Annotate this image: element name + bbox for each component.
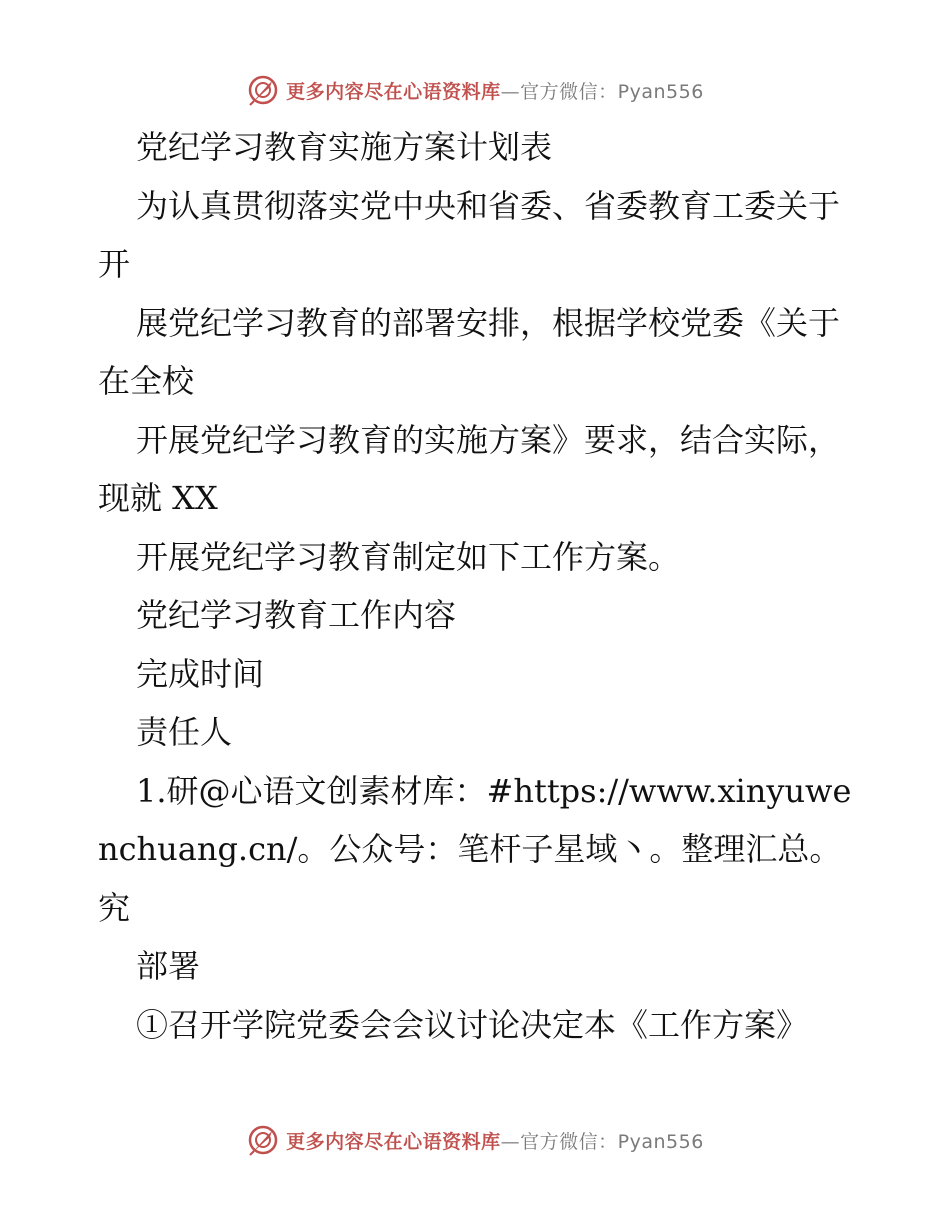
paragraph: ①召开学院党委会会议讨论决定本《工作方案》	[136, 1005, 809, 1044]
banner-text: 更多内容尽在心语资料库—官方微信：Pyan556	[286, 80, 704, 103]
paragraph: 开展党纪学习教育的实施方案》要求，结合实际，现就 XX	[98, 420, 841, 517]
document-title: 党纪学习教育实施方案计划表	[136, 128, 553, 166]
pen-logo-icon	[246, 1123, 280, 1157]
document-body	[98, 118, 858, 1054]
paragraph: 为认真贯彻落实党中央和省委、省委教育工委关于开	[98, 186, 841, 283]
column-label: 责任人	[136, 713, 233, 751]
paragraph: 展党纪学习教育的部署安排，根据学校党委《关于在全校	[98, 303, 841, 400]
pen-logo-icon	[246, 73, 280, 107]
banner-text: 更多内容尽在心语资料库—官方微信：Pyan556	[286, 1130, 704, 1153]
header-watermark-banner	[0, 70, 950, 110]
paragraph: 1.研@心语文创素材库：#https://www.xinyuwenchuang.cn/。公众号：笔杆子星域丶。整理汇总。究	[98, 771, 852, 927]
paragraph: 部署	[136, 947, 201, 985]
footer-watermark-banner	[0, 1120, 950, 1160]
paragraph: 开展党纪学习教育制定如下工作方案。	[136, 537, 681, 576]
column-label: 完成时间	[136, 654, 265, 693]
section-heading: 党纪学习教育工作内容	[136, 596, 457, 634]
